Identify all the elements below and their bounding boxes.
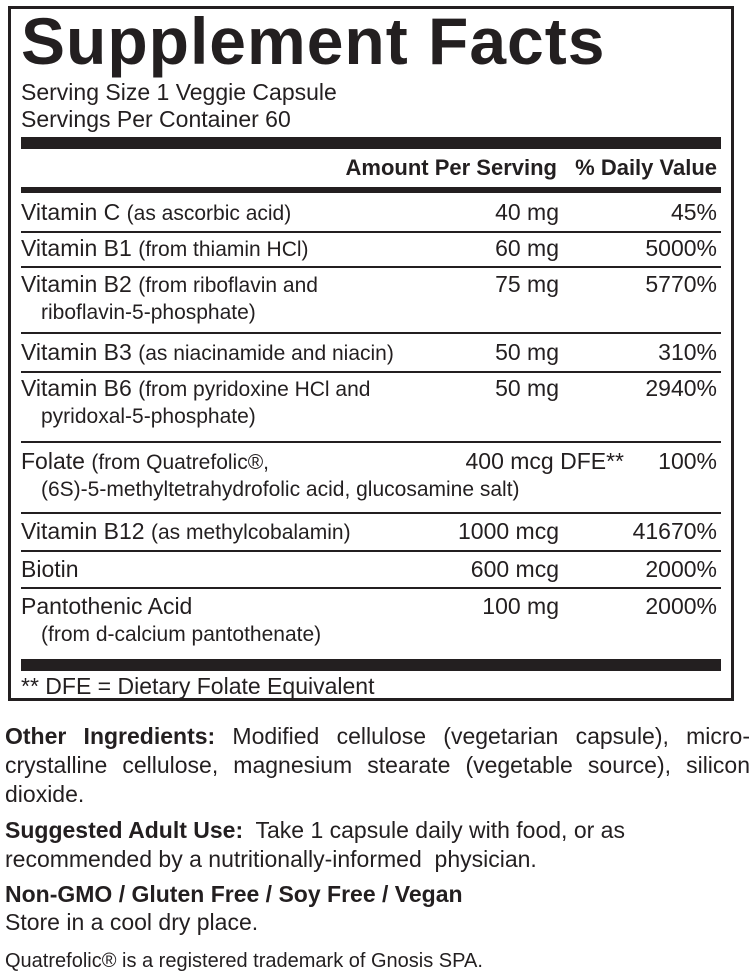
row-divider xyxy=(21,231,721,233)
nutrient-amount: 600 mcg xyxy=(470,556,559,582)
nutrient-source: (from pyridoxine HCl and xyxy=(138,378,371,401)
nutrient-dv: 310% xyxy=(658,339,717,365)
nutrient-amount: 40 mg xyxy=(495,199,559,225)
nutrient-name: Pantothenic Acid xyxy=(21,593,193,619)
other-ingredients-text: Modified cellulose (vegetarian capsule), micro-crystalline cellulose, magnesium stearate (vegetable source), silicon dioxide. xyxy=(5,723,750,807)
header-divider xyxy=(21,187,721,193)
thick-divider xyxy=(21,137,721,149)
nutrient-amount: 1000 mcg xyxy=(457,518,559,544)
nutrient-name: Biotin xyxy=(21,556,79,582)
storage-instructions: Store in a cool dry place. xyxy=(5,909,259,935)
nutrient-amount: 400 mcg DFE** xyxy=(465,448,624,474)
dfe-footnote: ** DFE = Dietary Folate Equivalent xyxy=(21,673,375,699)
row-divider xyxy=(21,550,721,552)
nutrient-name: Vitamin B12 xyxy=(21,518,145,544)
trademark-notice: Quatrefolic® is a registered trademark of Gnosis SPA. xyxy=(5,950,483,972)
nutrient-name: Vitamin B1 xyxy=(21,235,132,261)
nutrient-amount: 75 mg xyxy=(495,271,559,297)
dietary-claims: Non-GMO / Gluten Free / Soy Free / Vegan xyxy=(5,881,463,907)
serving-size: Serving Size 1 Veggie Capsule xyxy=(21,79,337,105)
other-ingredients xyxy=(5,722,750,809)
suggested-use-label: Suggested Adult Use: xyxy=(5,817,244,843)
row-divider xyxy=(21,512,721,514)
nutrient-name: Vitamin B2 xyxy=(21,271,132,297)
nutrient-dv: 2940% xyxy=(645,375,717,401)
nutrient-source-cont: (from d-calcium pantothenate) xyxy=(41,623,322,646)
row-divider xyxy=(21,587,721,589)
nutrient-dv: 100% xyxy=(658,448,717,474)
other-ingredients-label: Other Ingredients: xyxy=(5,723,216,749)
nutrient-dv: 2000% xyxy=(645,556,717,582)
row-divider xyxy=(21,371,721,373)
panel-title: Supplement Facts xyxy=(21,4,606,78)
servings-per-container: Servings Per Container 60 xyxy=(21,106,291,132)
nutrient-dv: 45% xyxy=(670,199,717,225)
row-divider xyxy=(21,266,721,268)
nutrient-name: Vitamin B3 xyxy=(21,339,132,365)
nutrient-amount: 50 mg xyxy=(495,375,559,401)
nutrient-source: (from Quatrefolic®, xyxy=(91,451,270,474)
daily-value-header: % Daily Value xyxy=(575,155,717,180)
nutrient-source: (as ascorbic acid) xyxy=(126,202,292,225)
nutrient-source: (from thiamin HCl) xyxy=(138,238,309,261)
nutrient-source-cont: pyridoxal-5-phosphate) xyxy=(41,405,256,428)
row-divider xyxy=(21,441,721,443)
supplement-facts-panel xyxy=(8,6,734,701)
nutrient-source: (as methylcobalamin) xyxy=(150,521,351,544)
nutrient-dv: 5770% xyxy=(645,271,717,297)
nutrient-name: Folate xyxy=(21,448,85,474)
suggested-use xyxy=(5,816,750,874)
nutrient-dv: 41670% xyxy=(632,518,717,544)
nutrient-source: (as niacinamide and niacin) xyxy=(138,342,394,365)
row-divider xyxy=(21,332,721,334)
nutrient-name: Vitamin B6 xyxy=(21,375,132,401)
suggested-use-text: Take 1 capsule daily with food, or as recommended by a nutritionally-informed physician. xyxy=(5,817,632,872)
nutrient-amount: 100 mg xyxy=(482,593,559,619)
bottom-thick-divider xyxy=(21,659,721,671)
nutrient-source: (from riboflavin and xyxy=(138,274,318,297)
nutrient-source-cont: riboflavin-5-phosphate) xyxy=(41,301,256,324)
nutrient-source-cont: (6S)-5-methyltetrahydrofolic acid, glucosamine salt) xyxy=(41,478,520,501)
nutrient-dv: 2000% xyxy=(645,593,717,619)
nutrient-amount: 60 mg xyxy=(495,235,559,261)
nutrient-dv: 5000% xyxy=(645,235,717,261)
amount-per-serving-header: Amount Per Serving xyxy=(345,155,557,180)
nutrient-amount: 50 mg xyxy=(495,339,559,365)
nutrient-name: Vitamin C xyxy=(21,199,121,225)
